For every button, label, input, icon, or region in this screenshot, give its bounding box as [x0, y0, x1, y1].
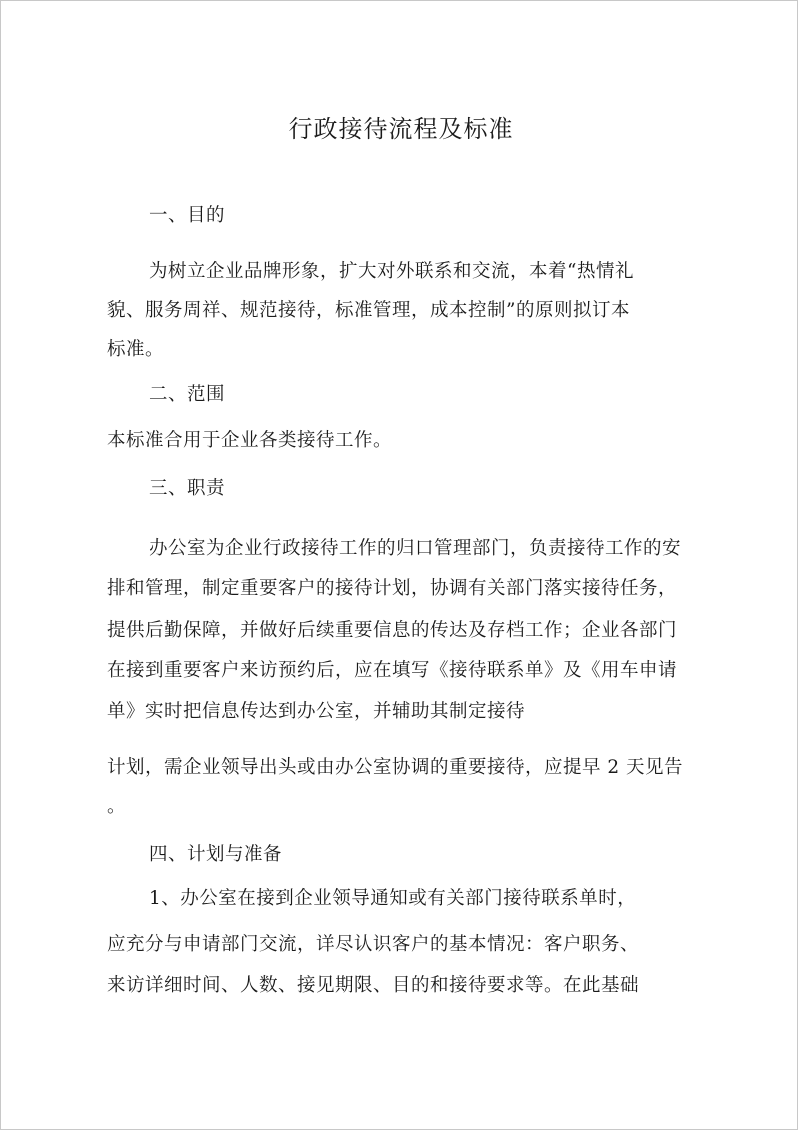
paragraph-line: 1、办公室在接到企业领导通知或有关部门接待联系单时，	[149, 888, 637, 909]
paragraph-line: 本标准合用于企业各类接待工作。	[107, 430, 393, 451]
paragraph-line: 来访详细时间、人数、接见期限、目的和接待要求等。在此基础	[107, 975, 640, 996]
paragraph-line: 应充分与申请部门交流，详尽认识客户的基本情况：客户职务、	[107, 934, 640, 955]
paragraph-line: 标准。	[107, 339, 165, 360]
paragraph-line: 。	[107, 796, 127, 817]
paragraph-line: 貌、服务周祥、规范接待，标准管理，成本控制”的原则拟订本	[107, 300, 630, 321]
paragraph-line: 在接到重要客户来访预约后，应在填写《接待联系单》及《用车申请	[107, 660, 678, 681]
paragraph-line: 单》实时把信息传达到办公室，并辅助其制定接待	[107, 701, 526, 722]
document-title: 行政接待流程及标准	[288, 115, 514, 143]
paragraph-line: 排和管理，制定重要客户的接待计划，协调有关部门落实接待任务，	[107, 578, 678, 599]
paragraph-line: 办公室为企业行政接待工作的归口管理部门，负责接待工作的安	[149, 538, 682, 559]
heading-purpose: 一、目的	[149, 205, 226, 226]
paragraph-line: 计划，需企业领导出头或由办公室协调的重要接待，应提早 2 天见告	[107, 757, 684, 778]
paragraph-line: 为树立企业品牌形象，扩大对外联系和交流，本着“热情礼	[149, 261, 634, 282]
heading-planning: 四、计划与准备	[149, 844, 283, 865]
paragraph-line: 提供后勤保障，并做好后续重要信息的传达及存档工作；企业各部门	[107, 620, 678, 641]
heading-duties: 三、职责	[149, 478, 226, 499]
heading-scope: 二、范围	[149, 384, 226, 405]
